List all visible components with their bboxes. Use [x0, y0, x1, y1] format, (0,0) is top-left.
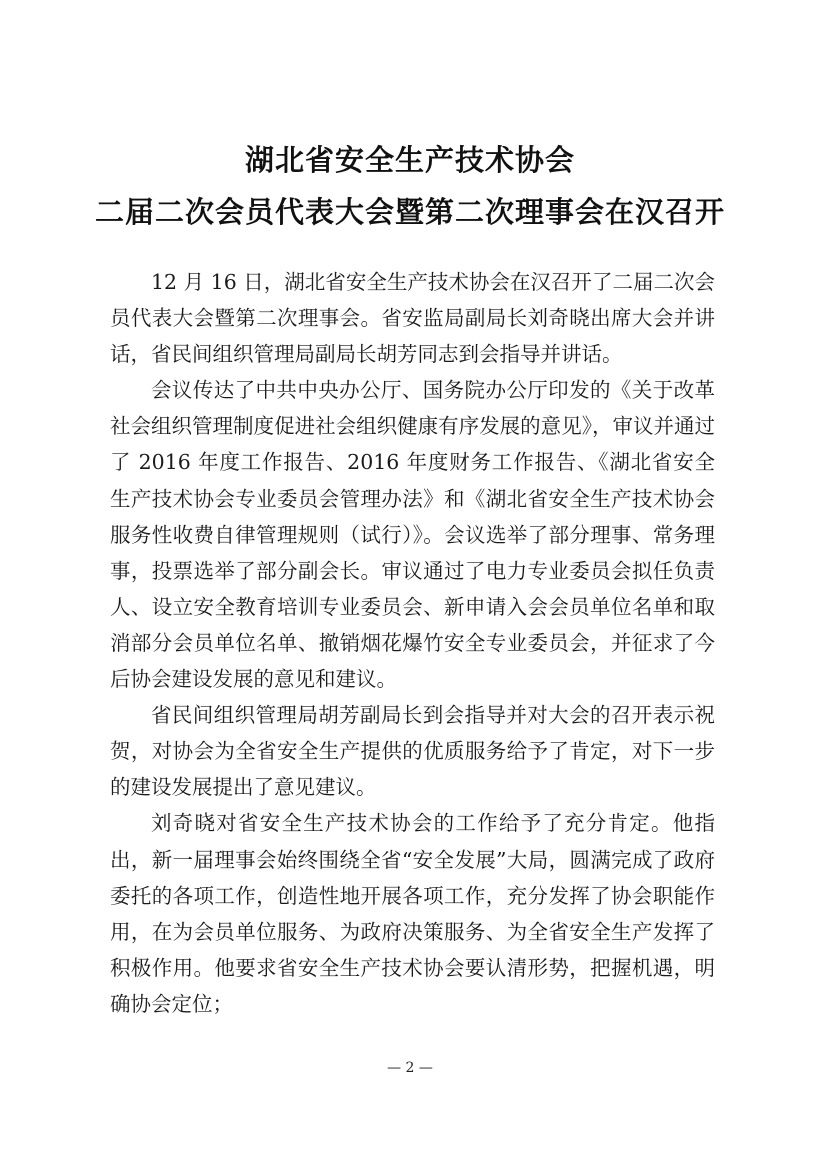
title-line-2: 二届二次会员代表大会暨第二次理事会在汉召开 [94, 195, 725, 229]
paragraph-3: 省民间组织管理局胡芳副局长到会指导并对大会的召开表示祝贺，对协会为全省安全生产提供的优质服务给予了肯定，对下一步的建设发展提出了意见建议。 [110, 703, 715, 800]
paragraph-2: 会议传达了中共中央办公厅、国务院办公厅印发的《关于改革社会组织管理制度促进社会组织健康有序发展的意见》，审议并通过了 2016 年度工作报告、2016 年度财务工作报告、《湖北省安全生产技术协会专业委员会管理办法》和《湖北省安全生产技术协会服务性收费自律管理规则（试行）》。会议选举了部分理事、常务理事，投票选举了部分副会长。审议通过了电力专业委员会拟任负责人、设立安全教育培训专业委员会、新申请入会会员单位名单和取消部分会员单位名单、撤销烟花爆竹安全专业委员会，并征求了今后协会建设发展的意见和建议。 [110, 378, 715, 692]
page-number: — 2 — [387, 1060, 433, 1076]
article-body [110, 264, 715, 1022]
paragraph-1: 12 月 16 日，湖北省安全生产技术协会在汉召开了二届二次会员代表大会暨第二次理事会。省安监局副局长刘奇晓出席大会并讲话，省民间组织管理局副局长胡芳同志到会指导并讲话。 [110, 270, 715, 367]
paragraph-4: 刘奇晓对省安全生产技术协会的工作给予了充分肯定。他指出，新一届理事会始终围绕全省“安全发展”大局，圆满完成了政府委托的各项工作，创造性地开展各项工作，充分发挥了协会职能作用，在为会员单位服务、为政府决策服务、为全省安全生产发挥了积极作用。他要求省安全生产技术协会要认清形势，把握机遇，明确协会定位； [110, 811, 715, 1016]
title-line-1: 湖北省安全生产技术协会 [244, 143, 575, 177]
